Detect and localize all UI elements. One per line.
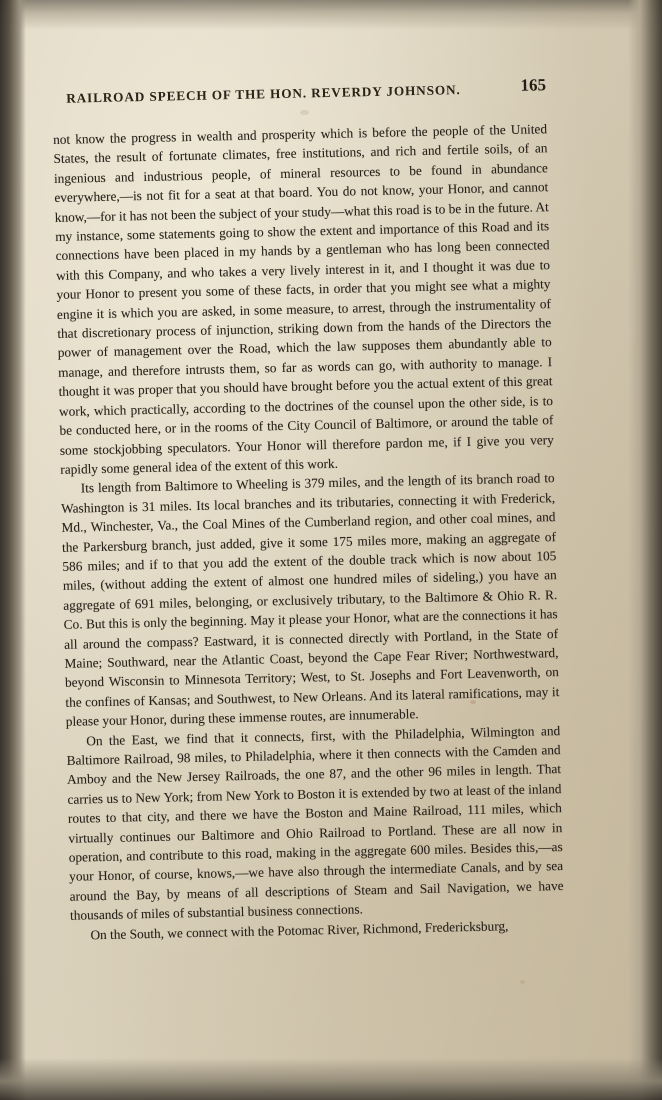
paragraph: not know the progress in wealth and prosperity which is before the people of the United States, the result of fortunate climates, free institutions, and rich and fertile soils, of an ingenious and industrious people, of mineral resources to be found in abundance everywhere,—is not fit for a seat at that board. You do not know, your Honor, and cannot know,—for it has not been the subject of your study—what this road is to be in the future. At my instance, some statements going to show the extent and importance of this Road and its connections have been placed in my hands by a gentleman who has long been connected with this Company, and who takes a very lively interest in it, and I thought it was due to your Honor to present you some of these facts, in order that you might see what a mighty engine it is which you are asked, in some measure, to arrest, through the instrumentality of that discretionary process of injunction, striking down from the hands of the Directors the power of management over the Road, which the law supposes them abundantly able to manage, and therefore intrusts them, so far as words can go, with authority to manage. I thought it was proper that you should have brought before you the actual extent of this great work, which practically, according to the doctrines of the counsel upon the other side, is to be conducted here, or in the rooms of the City Council of Baltimore, or around the table of some stockjobbing speculators. Your Honor will therefore pardon me, if I give you very rapidly some general idea of the extent of this work.: [52, 121, 554, 477]
page-number: 165: [520, 75, 547, 95]
paragraph: Its length from Baltimore to Wheeling is 379 miles, and the length of its branch road to Washington is 31 miles. Its local branches and its tributaries, connecting it with Frederick, Md., Winchester, Va., the Coal Mines of the Cumberland region, and other coal mines, and the Parkersburg branch, just added, give it some 175 miles more, making an aggregate of 586 miles; and if to that you add the extent of the double track which is now about 105 miles, (without adding the extent of almost one hundred miles of sideling,) you have an aggregate of 691 miles, belonging, or exclusively tributary, to the Baltimore & Ohio R. R. Co. But this is only the beginning. May it please your Honor, what are the connections it has all around the compass? Eastward, it is connected directly with Portland, in the State of Maine; Southward, near the Atlantic Coast, beyond the Cape Fear River; Northwestward, beyond Wisconsin to Minnesota Territory; West, to St. Josephs and Fort Leavenworth, on the confines of Kansas; and Southwest, to New Orleans. And its lateral ramifications, may it please your Honor, during these immense routes, are innumerable.: [61, 470, 560, 730]
foxing-spot: [520, 980, 525, 984]
page-top-shadow: [0, 0, 662, 30]
page-header: [52, 77, 546, 108]
page-bottom-shadow: [0, 1058, 662, 1100]
page-right-edge-shadow: [628, 0, 662, 1100]
paragraph: On the South, we connect with the Potomac River, Richmond, Fredericksburg,: [90, 917, 509, 943]
page-binding-gutter: [0, 0, 26, 1100]
paragraph: On the East, we find that it connects, first, with the Philadelphia, Wilmington and Baltimore Railroad, 98 miles, to Philadelphia, where it then connects with the Camden and Amboy and the New Jersey Railroads, the one 87, and the other 96 miles in length. That carries us to New York; from New York to Boston it is extended by two at least of the inland routes to that city, and there we have the Boston and Maine Railroad, 111 miles, which virtually continues our Baltimore and Ohio Railroad to Portland. These are all now in operation, and contribute to this road, making in the aggregate 600 miles. Besides this,—as your Honor, of course, knows,—we have also through the intermediate Canals, and by sea around the Bay, by means of all descriptions of Steam and Sail Navigation, we have thousands of miles of substantial business connections.: [66, 722, 564, 924]
page-text-block: [52, 77, 565, 945]
running-head: RAILROAD SPEECH OF THE HON. REVERDY JOHNSON.: [66, 82, 461, 106]
